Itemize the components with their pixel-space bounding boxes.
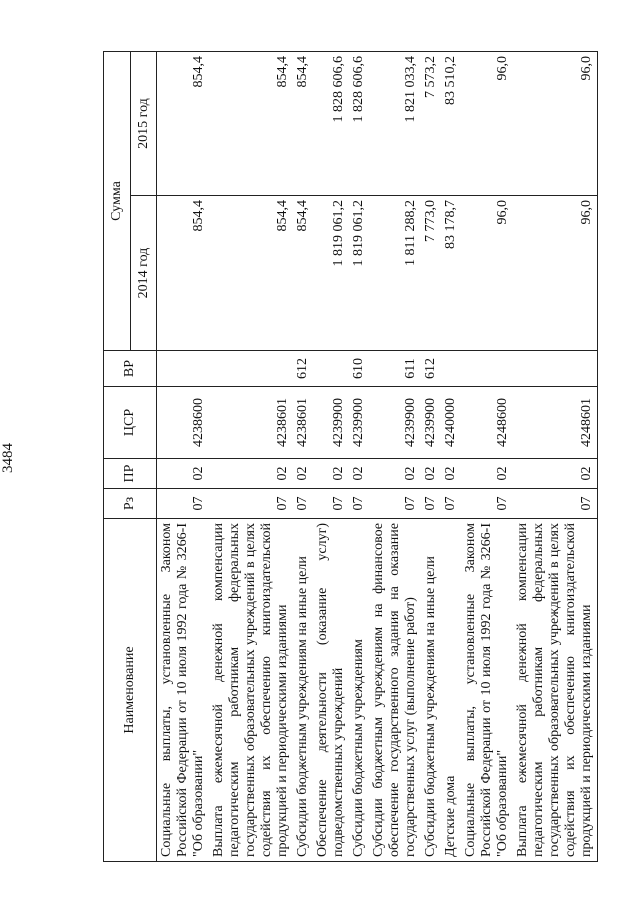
- row-rz: 07: [441, 489, 461, 519]
- row-rz: 07: [209, 489, 293, 519]
- row-name: Выплата ежемесячной денежной компенсации педагогическим работникам федеральных государственных образовательных учреждений в целях содействия их обеспечению книгоиздательской продукцией и периодическими изданиями: [209, 519, 293, 862]
- table-row: [369, 52, 421, 862]
- page-number: 3484: [0, 443, 16, 473]
- row-csr: 4238600: [157, 387, 210, 459]
- header-2015: 2015 год: [131, 52, 157, 196]
- row-sum-2014: 1 819 061,2: [349, 196, 369, 351]
- rotated-page-content: [103, 52, 594, 862]
- row-csr: 4239900: [369, 387, 421, 459]
- header-name: Наименование: [104, 519, 157, 862]
- header-pr: ПР: [104, 459, 157, 489]
- row-pr: 02: [513, 459, 598, 489]
- row-rz: 07: [157, 489, 210, 519]
- row-name: Субсидии бюджетным учреждениям на иные цели: [293, 519, 313, 862]
- table-row: [349, 52, 369, 862]
- row-rz: 07: [513, 489, 598, 519]
- row-vr: 611: [369, 351, 421, 387]
- row-sum-2014: 854,4: [293, 196, 313, 351]
- row-pr: 02: [461, 459, 513, 489]
- row-sum-2014: 854,4: [157, 196, 210, 351]
- table-row: [441, 52, 461, 862]
- row-sum-2014: 1 811 288,2: [369, 196, 421, 351]
- row-rz: 07: [349, 489, 369, 519]
- row-pr: 02: [293, 459, 313, 489]
- row-sum-2015: 1 828 606,6: [349, 52, 369, 196]
- row-pr: 02: [209, 459, 293, 489]
- header-vr: ВР: [104, 351, 157, 387]
- row-rz: 07: [461, 489, 513, 519]
- row-sum-2015: 83 510,2: [441, 52, 461, 196]
- row-name: Субсидии бюджетным учреждениям на иные цели: [421, 519, 441, 862]
- row-sum-2014: 1 819 061,2: [313, 196, 349, 351]
- row-sum-2015: 96,0: [513, 52, 598, 196]
- row-csr: 4239900: [349, 387, 369, 459]
- row-sum-2015: 7 573,2: [421, 52, 441, 196]
- row-sum-2014: 7 773,0: [421, 196, 441, 351]
- table-row: [293, 52, 313, 862]
- row-vr: [461, 351, 513, 387]
- row-pr: 02: [421, 459, 441, 489]
- row-vr: 610: [349, 351, 369, 387]
- row-vr: 612: [421, 351, 441, 387]
- row-sum-2014: 96,0: [513, 196, 598, 351]
- row-sum-2015: 1 821 033,4: [369, 52, 421, 196]
- row-csr: 4239900: [313, 387, 349, 459]
- row-vr: [513, 351, 598, 387]
- row-rz: 07: [293, 489, 313, 519]
- row-csr: 4239900: [421, 387, 441, 459]
- row-name: Социальные выплаты, установленные Законом Российской Федерации от 10 июля 1992 года № 3266-I "Об образовании": [157, 519, 210, 862]
- row-name: Детские дома: [441, 519, 461, 862]
- row-sum-2015: 96,0: [461, 52, 513, 196]
- row-vr: 612: [293, 351, 313, 387]
- row-rz: 07: [421, 489, 441, 519]
- row-csr: 4240000: [441, 387, 461, 459]
- row-pr: 02: [157, 459, 210, 489]
- row-pr: 02: [441, 459, 461, 489]
- row-name: Обеспечение деятельности (оказание услуг) подведомственных учреждений: [313, 519, 349, 862]
- header-sum: Сумма: [104, 52, 131, 351]
- row-pr: 02: [313, 459, 349, 489]
- header-csr: ЦСР: [104, 387, 157, 459]
- row-sum-2015: 854,4: [293, 52, 313, 196]
- table-row: [157, 52, 210, 862]
- row-name: Социальные выплаты, установленные Законом Российской Федерации от 10 июля 1992 года № 3266-I "Об образовании": [461, 519, 513, 862]
- row-csr: 4238601: [209, 387, 293, 459]
- row-sum-2015: 854,4: [157, 52, 210, 196]
- row-csr: 4238601: [293, 387, 313, 459]
- row-vr: [157, 351, 210, 387]
- row-sum-2015: 854,4: [209, 52, 293, 196]
- header-2014: 2014 год: [131, 196, 157, 351]
- row-pr: 02: [349, 459, 369, 489]
- row-name: Субсидии бюджетным учреждениям на финансовое обеспечение государственного задания на оказание государственных услуг (выполнение работ): [369, 519, 421, 862]
- row-pr: 02: [369, 459, 421, 489]
- header-rz: Рз: [104, 489, 157, 519]
- row-sum-2015: 1 828 606,6: [313, 52, 349, 196]
- table-row: [209, 52, 293, 862]
- row-name: Субсидии бюджетным учреждениям: [349, 519, 369, 862]
- row-rz: 07: [313, 489, 349, 519]
- row-vr: [313, 351, 349, 387]
- row-rz: 07: [369, 489, 421, 519]
- row-vr: [209, 351, 293, 387]
- row-sum-2014: 96,0: [461, 196, 513, 351]
- table-row: [421, 52, 441, 862]
- row-sum-2014: 854,4: [209, 196, 293, 351]
- row-sum-2014: 83 178,7: [441, 196, 461, 351]
- row-csr: 4248600: [461, 387, 513, 459]
- row-name: Выплата ежемесячной денежной компенсации педагогическим работникам федеральных государственных образовательных учреждений в целях содействия их обеспечению книгоиздательской продукцией и периодическими изданиями: [513, 519, 598, 862]
- table-row: [513, 52, 598, 862]
- budget-table: [103, 51, 598, 862]
- row-vr: [441, 351, 461, 387]
- row-csr: 4248601: [513, 387, 598, 459]
- table-row: [461, 52, 513, 862]
- table-row: [313, 52, 349, 862]
